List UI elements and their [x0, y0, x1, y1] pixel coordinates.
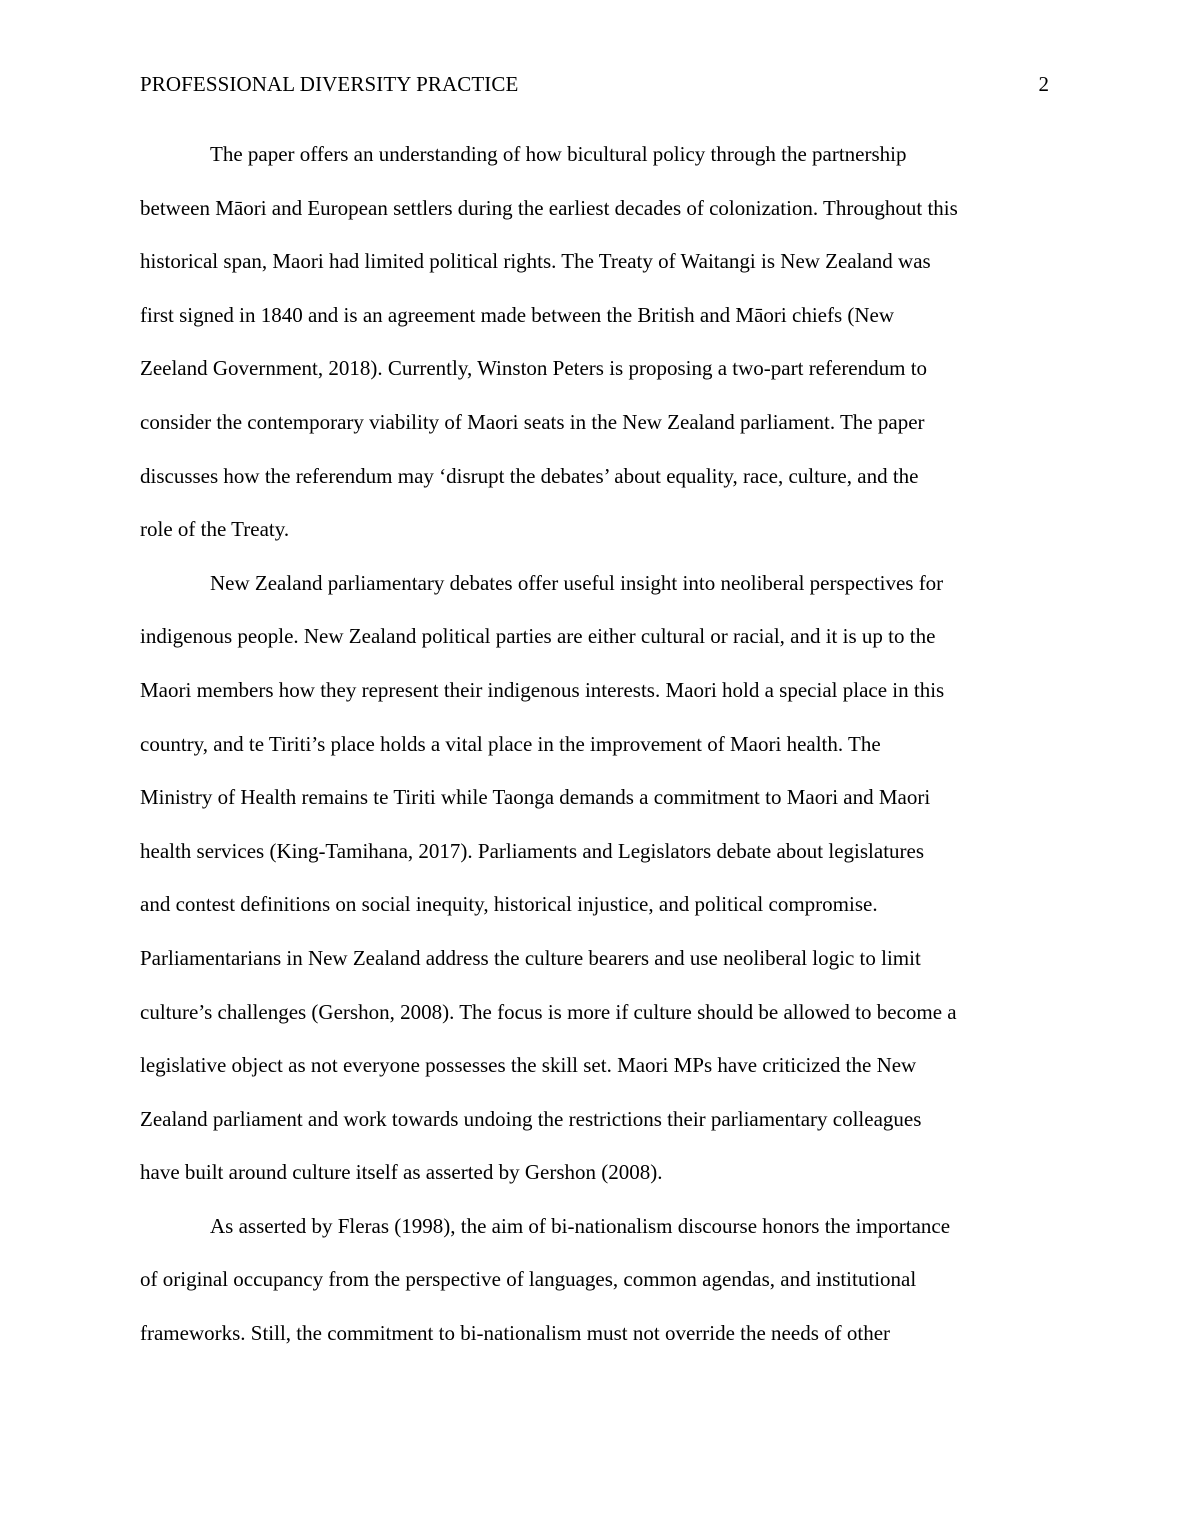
text-line: role of the Treaty.: [140, 517, 290, 542]
text-line: Maori members how they represent their indigenous interests. Maori hold a special place in this: [140, 677, 945, 702]
paragraph-3: [140, 1200, 1052, 1361]
text-line: consider the contemporary viability of Maori seats in the New Zealand parliament. The paper: [140, 409, 925, 434]
paragraph-1: [140, 128, 1052, 557]
text-line: The paper offers an understanding of how bicultural policy through the partnership: [210, 142, 907, 166]
page-header: [140, 70, 1049, 98]
text-line: between Māori and European settlers during the earliest decades of colonization. Throughout this: [140, 195, 958, 220]
text-line: discusses how the referendum may ‘disrupt the debates’ about equality, race, culture, and the: [140, 463, 919, 488]
text-line: country, and te Tiriti’s place holds a vital place in the improvement of Maori health. The: [140, 731, 881, 756]
text-line: frameworks. Still, the commitment to bi-nationalism must not override the needs of other: [140, 1321, 891, 1346]
text-line: legislative object as not everyone possesses the skill set. Maori MPs have criticized the New: [140, 1053, 917, 1078]
text-line: indigenous people. New Zealand political parties are either cultural or racial, and it is up to the: [140, 624, 936, 649]
page-number: 2: [1038, 72, 1049, 96]
text-line: have built around culture itself as asserted by Gershon (2008).: [140, 1160, 663, 1185]
text-line: and contest definitions on social inequity, historical injustice, and political compromise.: [140, 892, 878, 917]
text-line: Zealand parliament and work towards undoing the restrictions their parliamentary colleagues: [140, 1106, 922, 1131]
text-line: health services (King-Tamihana, 2017). Parliaments and Legislators debate about legislatures: [140, 838, 925, 863]
text-line: Ministry of Health remains te Tiriti while Taonga demands a commitment to Maori and Maori: [140, 785, 931, 810]
running-head: PROFESSIONAL DIVERSITY PRACTICE: [140, 72, 519, 96]
paragraph-2: [140, 557, 1052, 1200]
text-line: of original occupancy from the perspective of languages, common agendas, and institutional: [140, 1267, 917, 1292]
document-body: [140, 128, 1052, 1361]
text-line: Parliamentarians in New Zealand address the culture bearers and use neoliberal logic to limit: [140, 945, 921, 970]
text-line: culture’s challenges (Gershon, 2008). The focus is more if culture should be allowed to become a: [140, 999, 957, 1024]
text-line: historical span, Maori had limited political rights. The Treaty of Waitangi is New Zealand was: [140, 249, 931, 274]
text-line: New Zealand parliamentary debates offer useful insight into neoliberal perspectives for: [210, 570, 944, 595]
text-line: As asserted by Fleras (1998), the aim of bi-nationalism discourse honors the importance: [210, 1213, 951, 1238]
text-line: Zeeland Government, 2018). Currently, Winston Peters is proposing a two-part referendum to: [140, 356, 928, 381]
text-line: first signed in 1840 and is an agreement made between the British and Māori chiefs (New: [140, 302, 895, 327]
